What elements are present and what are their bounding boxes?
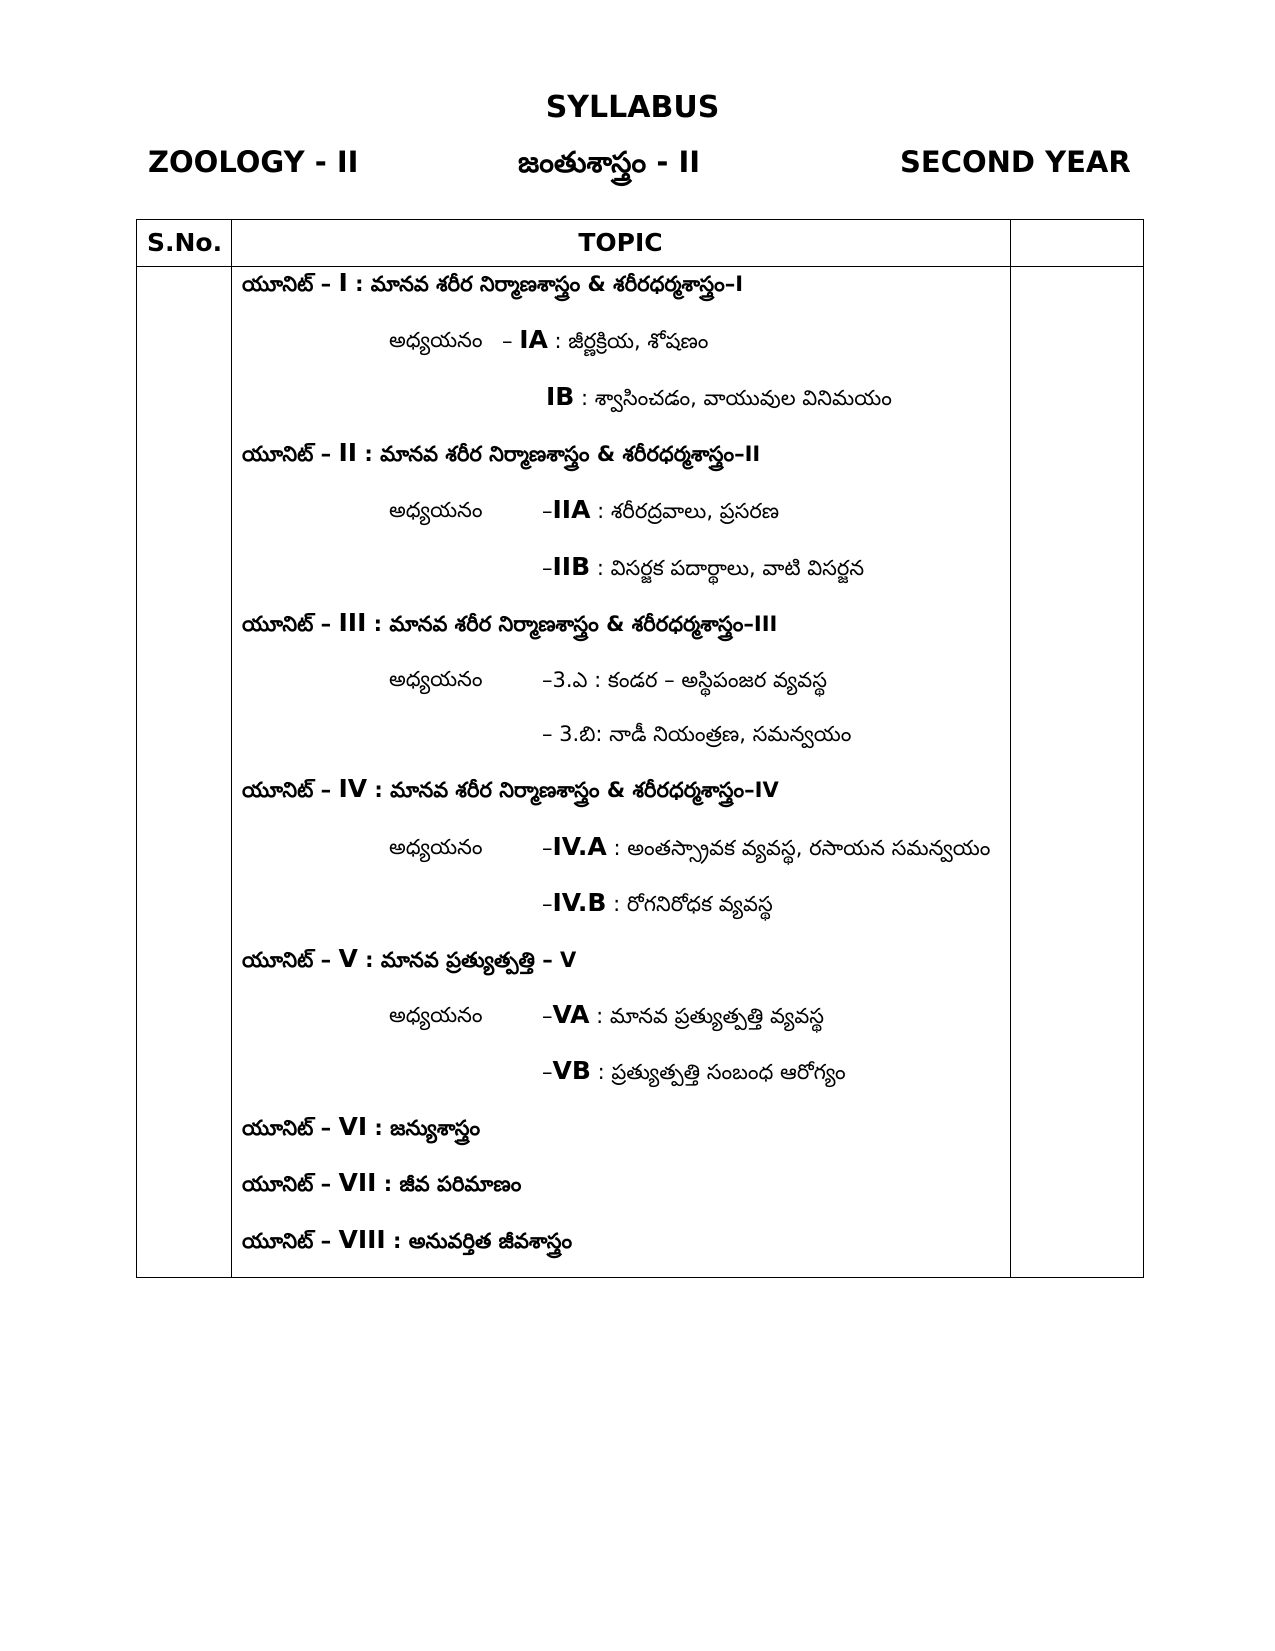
year-label: SECOND YEAR <box>900 145 1131 179</box>
unit-title: : మానవ శరీర నిర్మాణశాస్త్రం & శరీరధర్మశాస్త్రం–II <box>357 442 761 466</box>
subject-name-telugu: జంతుశాస్త్రం - II <box>518 145 701 179</box>
subunit-code: IIB <box>552 552 591 581</box>
subunit-code: VA <box>552 1000 590 1029</box>
unit-row <box>242 942 576 976</box>
subunit-code: IV.A <box>552 832 607 861</box>
unit-prefix: యూనిట్ – <box>242 442 339 466</box>
subunit-row <box>542 716 851 750</box>
unit-prefix: యూనిట్ – <box>242 612 339 636</box>
unit-title: : మానవ శరీర నిర్మాణశాస్త్రం & శరీరధర్మశాస్త్రం–I <box>347 272 744 296</box>
subunit-row <box>542 998 824 1032</box>
unit-code: VIII <box>338 1225 386 1254</box>
subunit-row <box>542 830 990 864</box>
subunit-title: : జీర్ణక్రియ, శోషణం <box>547 329 709 353</box>
subunit-dash: – <box>542 556 553 580</box>
subunit-row <box>542 1054 846 1088</box>
unit-row <box>242 1110 480 1144</box>
subunit-title: : మానవ ప్రత్యుత్పత్తి వ్యవస్థ <box>589 1004 825 1028</box>
subunit-title: : శ్వాసించడం, వాయువుల వినిమయం <box>574 386 892 410</box>
adhyayanam-label: అధ్యయనం <box>389 328 483 352</box>
subunit-title: – 3.బి: నాడీ నియంత్రణ, సమన్వయం <box>542 722 852 746</box>
unit-code: VII <box>338 1168 377 1197</box>
unit-row <box>242 1223 572 1257</box>
subunit-row <box>542 662 827 696</box>
subunit-title: : ప్రత్యుత్పత్తి సంబంధ ఆరోగ్యం <box>590 1060 846 1084</box>
unit-title: : మానవ ప్రత్యుత్పత్తి – V <box>357 948 577 972</box>
adhyayanam-label: అధ్యయనం <box>389 835 483 859</box>
unit-prefix: యూనిట్ – <box>242 948 339 972</box>
unit-code: II <box>338 438 358 467</box>
unit-prefix: యూనిట్ – <box>242 1229 339 1253</box>
column-divider <box>231 220 232 1277</box>
adhyayanam-label: అధ్యయనం <box>389 667 483 691</box>
unit-prefix: యూనిట్ – <box>242 272 339 296</box>
unit-title: : మానవ శరీర నిర్మాణశాస్త్రం & శరీరధర్మశాస్త్రం–IV <box>367 778 779 802</box>
unit-title: : జీవ పరిమాణం <box>376 1172 522 1196</box>
subject-name: ZOOLOGY - II <box>148 145 359 179</box>
unit-code: III <box>338 608 367 637</box>
unit-code: I <box>338 268 348 297</box>
subunit-code: IIA <box>552 495 591 524</box>
subunit-title: : విసర్జక పదార్థాలు, వాటి విసర్జన <box>590 556 865 580</box>
subunit-dash: – <box>542 499 553 523</box>
subunit-row <box>502 323 708 357</box>
syllabus-table <box>136 219 1144 1278</box>
adhyayanam-label: అధ్యయనం <box>389 498 483 522</box>
unit-row <box>242 436 760 470</box>
unit-row <box>242 772 779 806</box>
subunit-title: : రోగనిరోధక వ్యవస్థ <box>606 892 773 916</box>
unit-prefix: యూనిట్ – <box>242 1116 339 1140</box>
header-sno: S.No. <box>147 228 223 257</box>
column-divider <box>1010 220 1011 1277</box>
subunit-code: VB <box>552 1056 591 1085</box>
header-topic: TOPIC <box>578 228 663 257</box>
unit-code: IV <box>338 774 368 803</box>
subunit-dash: – <box>542 1060 553 1084</box>
unit-prefix: యూనిట్ – <box>242 778 339 802</box>
subunit-code: IV.B <box>552 888 607 917</box>
unit-code: VI <box>338 1112 368 1141</box>
unit-row <box>242 266 743 300</box>
subunit-row <box>546 380 892 414</box>
subunit-row <box>542 886 773 920</box>
subunit-title: : శరీరద్రవాలు, ప్రసరణ <box>590 499 780 523</box>
unit-prefix: యూనిట్ – <box>242 1172 339 1196</box>
subunit-title: : అంతస్స్రావక వ్యవస్థ, రసాయన సమన్వయం <box>606 836 991 860</box>
subunit-dash: – <box>542 892 553 916</box>
subunit-dash: – <box>502 329 520 353</box>
subunit-title: –3.ఎ : కండర – అస్థిపంజర వ్యవస్థ <box>542 668 827 692</box>
subunit-row <box>542 493 779 527</box>
subunit-dash: – <box>542 1004 553 1028</box>
unit-title: : మానవ శరీర నిర్మాణశాస్త్రం & శరీరధర్మశాస్త్రం–III <box>366 612 778 636</box>
subunit-code: IA <box>519 325 548 354</box>
unit-title: : జన్యుశాస్త్రం <box>367 1116 481 1140</box>
unit-row <box>242 1166 521 1200</box>
page-title: SYLLABUS <box>545 90 720 125</box>
unit-code: V <box>338 944 358 973</box>
unit-row <box>242 606 777 640</box>
subunit-dash: – <box>542 836 553 860</box>
subunit-row <box>542 550 864 584</box>
unit-title: : అనువర్తిత జీవశాస్త్రం <box>385 1229 573 1253</box>
adhyayanam-label: అధ్యయనం <box>389 1003 483 1027</box>
subunit-code: IB <box>546 382 575 411</box>
